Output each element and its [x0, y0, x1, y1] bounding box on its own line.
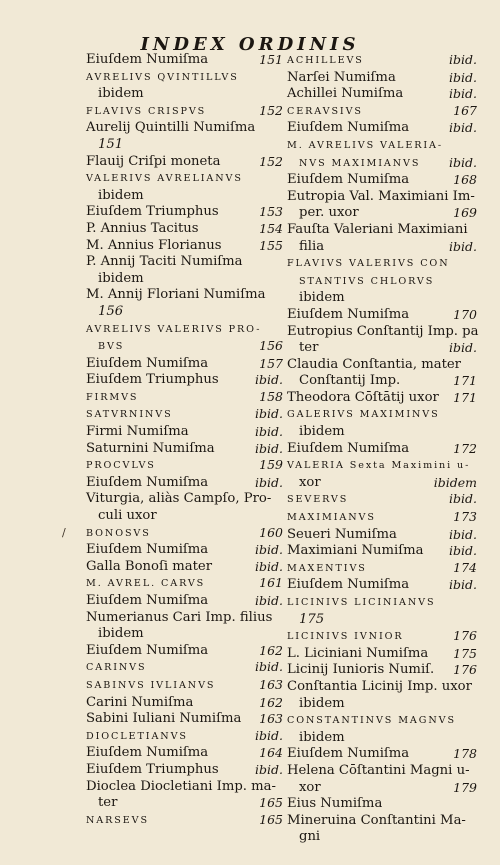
index-entry: [287, 273, 477, 291]
index-entry: [287, 679, 477, 696]
entry-page-number: 156: [259, 338, 283, 354]
index-entry: [287, 222, 477, 239]
index-entry: [287, 829, 477, 846]
entry-page-number: 152: [259, 153, 283, 169]
entry-page-number: ibid.: [255, 761, 283, 777]
index-entry: [287, 52, 477, 70]
entry-text: Eiuſdem Numiſma: [86, 52, 209, 67]
index-entry: [287, 103, 477, 121]
entry-text: 156: [98, 303, 124, 319]
entry-page-number: 175: [453, 645, 477, 661]
index-entry: [287, 594, 477, 612]
entry-page-number: 162: [259, 694, 283, 710]
entry-text: GALERIVS MAXIMINVS: [287, 409, 440, 421]
index-entry: [86, 610, 283, 627]
entry-text: M. AVRELIVS VALERIA-: [287, 139, 444, 151]
index-entry: [287, 340, 477, 357]
index-entry: [86, 711, 283, 728]
index-entry: [287, 662, 477, 679]
entry-text: Numerianus Cari Imp. filius: [86, 609, 273, 625]
entry-text: Claudia Conſtantia, mater: [287, 356, 461, 372]
entry-text: SATVRNINVS: [86, 409, 173, 421]
entry-text: Eiuſdem Triumphus: [86, 372, 219, 388]
entry-text: Eiuſdem Numiſma: [86, 542, 209, 558]
index-entry: [86, 795, 283, 812]
entry-page-number: ibid.: [449, 543, 477, 559]
entry-page-number: 161: [259, 575, 283, 591]
index-entry: [86, 695, 283, 712]
index-entry: [287, 475, 477, 492]
index-entry: [86, 728, 283, 746]
entry-text: NARSEVS: [86, 814, 149, 826]
index-entry: [86, 188, 283, 205]
index-entry: [287, 307, 477, 324]
entry-page-number: ibid.: [449, 154, 477, 170]
index-entry: [86, 406, 283, 424]
entry-text: Dioclea Diocletiani Imp. ma-: [86, 778, 276, 794]
entry-page-number: ibid.: [255, 542, 283, 558]
index-entry: [86, 559, 283, 576]
entry-page-number: 171: [453, 373, 477, 389]
index-entry: [86, 457, 283, 475]
index-column-left: [62, 52, 283, 829]
entry-text: Sabini Iuliani Numiſma: [86, 711, 242, 727]
entry-text: DIOCLETIANVS: [86, 730, 188, 742]
entry-text: 151: [98, 136, 124, 152]
entry-text: L. Liciniani Numiſma: [287, 645, 429, 661]
index-entry: [86, 475, 283, 492]
entry-text: PROCVLVS: [86, 460, 156, 472]
entry-text: LICINIVS LICINIANVS: [287, 597, 436, 608]
entry-text: per. uxor: [299, 205, 359, 221]
entry-page-number: ibid.: [449, 491, 477, 507]
entry-text: ibidem: [299, 424, 345, 440]
index-entry: [287, 457, 477, 475]
entry-page-number: 153: [259, 204, 283, 220]
entry-text: Licinij Iunioris Numiſ.: [287, 662, 435, 678]
entry-text: ibidem: [299, 729, 345, 745]
index-column-right: [287, 52, 477, 846]
entry-text: ibidem: [98, 626, 144, 642]
entry-text: Eiuſdem Numiſma: [287, 120, 410, 136]
index-entry: [287, 696, 477, 713]
entry-text: MAXENTIVS: [287, 562, 367, 574]
entry-page-number: 163: [259, 676, 283, 692]
index-entry: [62, 524, 283, 543]
entry-page-number: ibidem: [433, 474, 477, 490]
entry-page-number: ibid.: [449, 120, 477, 136]
entry-text: Conſtantia Licinij Imp. uxor: [287, 678, 472, 694]
index-entry: [86, 154, 283, 171]
entry-text: VALERIVS AVRELIANVS: [86, 173, 243, 185]
entry-text: M. Annius Florianus: [86, 237, 222, 253]
entry-page-number: 162: [259, 642, 283, 658]
entry-text: Mineruina Conſtantini Ma-: [287, 812, 466, 828]
entry-page-number: ibid.: [449, 577, 477, 593]
entry-text: culi uxor: [98, 508, 157, 524]
entry-page-number: ibid.: [449, 52, 477, 67]
entry-text: Fauſta Valeriani Maximiani: [287, 221, 468, 237]
index-entry: [86, 137, 283, 154]
index-entry: [86, 86, 283, 103]
index-entry: [86, 745, 283, 762]
entry-page-number: 164: [259, 745, 283, 761]
index-entry: [287, 509, 477, 527]
entry-text: Seueri Numiſma: [287, 526, 397, 542]
entry-text: Flauij Criſpi moneta: [86, 153, 221, 169]
index-entry: [287, 239, 477, 256]
entry-page-number: 160: [259, 524, 283, 540]
entry-page-number: ibid.: [449, 86, 477, 102]
entry-page-number: ibid.: [255, 406, 283, 422]
entry-text: gni: [299, 829, 321, 845]
entry-page-number: 167: [453, 102, 477, 118]
entry-text: Aurelij Quintilli Numiſma: [86, 120, 256, 136]
index-entry: [287, 712, 477, 730]
entry-text: LICINIVS IVNIOR: [287, 631, 404, 643]
entry-page-number: ibid.: [255, 424, 283, 440]
index-entry: [86, 321, 283, 339]
index-entry: [86, 254, 283, 271]
index-entry: [86, 271, 283, 288]
index-entry: [287, 628, 477, 646]
index-entry: [86, 812, 283, 830]
index-entry: [287, 763, 477, 780]
entry-page-number: 165: [259, 811, 283, 827]
entry-text: AVRELIVS VALERIVS PRO-: [86, 323, 262, 335]
index-entry: [287, 373, 477, 390]
index-entry: [287, 780, 477, 797]
index-entry: [86, 304, 283, 321]
entry-text: STANTIVS CHLORVS: [299, 275, 435, 287]
entry-page-number: 154: [259, 220, 283, 236]
index-entry: [86, 508, 283, 525]
entry-page-number: ibid.: [449, 340, 477, 356]
entry-page-number: 170: [453, 306, 477, 322]
index-entry: [287, 189, 477, 206]
entry-page-number: 174: [453, 559, 477, 575]
entry-text: Eutropia Val. Maximiani Im-: [287, 188, 475, 204]
page-header-title: INDEX ORDINIS: [140, 34, 360, 55]
entry-text: M. Annij Floriani Numiſma: [86, 287, 266, 303]
entry-page-number: 176: [453, 628, 477, 644]
index-entry: [86, 287, 283, 304]
index-entry: [86, 238, 283, 255]
index-entry: [86, 593, 283, 610]
entry-page-number: ibid.: [449, 526, 477, 542]
entry-text: Viturgia, aliàs Campſo, Pro-: [86, 491, 272, 507]
entry-text: Eius Numiſma: [287, 796, 383, 812]
entry-page-number: 169: [453, 205, 477, 221]
index-entry: [287, 155, 477, 173]
index-entry: [86, 677, 283, 695]
entry-text: CONSTANTINVS MAGNVS: [287, 715, 456, 727]
index-entry: [287, 390, 477, 407]
index-entry: [287, 730, 477, 747]
index-entry: [287, 527, 477, 544]
index-entry: [287, 577, 477, 594]
entry-text: ibidem: [98, 270, 144, 286]
entry-text: Saturnini Numiſma: [86, 440, 215, 456]
entry-text: NVS MAXIMIANVS: [299, 157, 421, 169]
entry-text: Eiuſdem Numiſma: [287, 746, 410, 762]
entry-page-number: 155: [259, 237, 283, 253]
entry-page-number: ibid.: [255, 593, 283, 608]
entry-text: SEVERVS: [287, 494, 349, 506]
entry-text: 175: [299, 611, 325, 627]
entry-text: CARINVS: [86, 662, 147, 674]
entry-text: Eiuſdem Numiſma: [86, 642, 209, 658]
index-entry: [287, 120, 477, 137]
entry-text: Conſtantij Imp.: [299, 373, 401, 389]
index-entry: [287, 357, 477, 374]
entry-text: Eiuſdem Numiſma: [86, 474, 209, 490]
index-entry: [287, 543, 477, 560]
index-entry: [86, 762, 283, 779]
entry-text: BVS: [98, 341, 125, 353]
entry-page-number: 163: [259, 711, 283, 727]
index-entry: [287, 406, 477, 424]
entry-text: Eiuſdem Numiſma: [287, 577, 410, 593]
entry-page-number: ibid.: [255, 474, 283, 490]
index-entry: [287, 86, 477, 103]
entry-text: Helena Cōſtantini Magni u-: [287, 762, 470, 778]
index-entry: [86, 626, 283, 643]
entry-text: ter: [299, 340, 319, 356]
index-entry: [86, 372, 283, 389]
index-entry: [86, 221, 283, 238]
entry-page-number: 168: [453, 172, 477, 188]
margin-mark: /: [62, 525, 66, 539]
entry-text: AVRELIVS QVINTILLVS: [86, 71, 239, 83]
entry-text: Narſei Numiſma: [287, 69, 396, 85]
index-entry: [287, 746, 477, 763]
entry-page-number: ibid.: [255, 727, 283, 743]
entry-text: P. Annius Tacitus: [86, 220, 199, 236]
index-entry: [86, 120, 283, 137]
entry-page-number: 171: [453, 389, 477, 405]
entry-text: Eiuſdem Numiſma: [86, 745, 209, 761]
index-entry: [287, 491, 477, 509]
entry-text: ibidem: [98, 86, 144, 102]
entry-text: Eiuſdem Numiſma: [86, 355, 209, 371]
entry-page-number: ibid.: [255, 558, 283, 574]
index-entry: [287, 137, 477, 155]
entry-text: Eiuſdem Triumphus: [86, 761, 219, 777]
index-entry: [287, 796, 477, 813]
index-entry: [86, 424, 283, 441]
entry-page-number: ibid.: [255, 440, 283, 456]
index-entry: [86, 575, 283, 593]
entry-page-number: 165: [259, 795, 283, 811]
entry-text: Maximiani Numiſma: [287, 543, 424, 559]
entry-page-number: ibid.: [449, 238, 477, 254]
index-entry: [287, 441, 477, 458]
index-entry: [287, 255, 477, 273]
entry-page-number: ibid.: [449, 69, 477, 85]
index-entry: [86, 779, 283, 796]
entry-text: Eiuſdem Triumphus: [86, 204, 219, 220]
entry-text: Carini Numiſma: [86, 694, 194, 710]
index-entry: [287, 612, 477, 629]
index-entry: [287, 424, 477, 441]
entry-text: filia: [299, 238, 325, 254]
entry-text: ACHILLEVS: [287, 55, 364, 66]
entry-page-number: 173: [453, 509, 477, 525]
entry-page-number: 151: [259, 52, 283, 67]
index-entry: [287, 205, 477, 222]
entry-page-number: ibid.: [255, 372, 283, 388]
index-entry: [287, 172, 477, 189]
entry-text: BONOSVS: [86, 527, 151, 539]
entry-text: ibidem: [299, 290, 345, 306]
index-entry: [287, 646, 477, 663]
entry-text: ter: [98, 795, 118, 811]
index-entry: [86, 659, 283, 677]
index-entry: [86, 542, 283, 559]
entry-text: xor: [299, 779, 321, 795]
entry-text: M. AVREL. CARVS: [86, 578, 206, 590]
index-entry: [287, 70, 477, 87]
index-entry: [287, 560, 477, 578]
entry-text: MAXIMIANVS: [287, 512, 376, 524]
entry-text: SABINVS IVLIANVS: [86, 679, 216, 691]
entry-text: Eiuſdem Numiſma: [287, 440, 410, 456]
index-entry: [86, 204, 283, 221]
entry-text: CERAVSIVS: [287, 105, 363, 117]
index-entry: [287, 290, 477, 307]
entry-text: Achillei Numiſma: [287, 86, 404, 102]
index-entry: [287, 324, 477, 341]
index-entry: [86, 356, 283, 373]
entry-text: xor: [299, 474, 321, 490]
entry-text: Eiuſdem Numiſma: [86, 593, 209, 608]
entry-text: P. Annij Taciti Numiſma: [86, 254, 243, 270]
entry-page-number: 158: [259, 388, 283, 404]
entry-text: ibidem: [299, 695, 345, 711]
entry-text: VALERIA Sexta Maximini u-: [287, 460, 471, 472]
index-entry: [86, 389, 283, 407]
entry-text: ibidem: [98, 187, 144, 203]
entry-page-number: ibid.: [255, 659, 283, 675]
index-entry: [86, 69, 283, 87]
entry-text: Eutropius Conſtantij Imp. pa: [287, 323, 479, 339]
index-entry: [86, 338, 283, 356]
entry-page-number: 179: [453, 779, 477, 795]
entry-page-number: 159: [259, 457, 283, 473]
entry-page-number: 172: [453, 440, 477, 456]
index-entry: [86, 52, 283, 69]
entry-text: Firmi Numiſma: [86, 424, 189, 440]
index-entry: [86, 441, 283, 458]
index-entry: [287, 813, 477, 830]
entry-text: FLAVIVS CRISPVS: [86, 105, 207, 117]
entry-text: Eiuſdem Numiſma: [287, 306, 410, 322]
entry-page-number: 152: [259, 102, 283, 118]
entry-text: Galla Bonoſi mater: [86, 558, 213, 574]
entry-text: Theodora Cōſtātij uxor: [287, 389, 439, 405]
index-entry: [86, 491, 283, 508]
entry-text: FLAVIVS VALERIVS CON: [287, 258, 450, 270]
entry-page-number: 157: [259, 355, 283, 371]
index-entry: [86, 103, 283, 121]
entry-text: FIRMVS: [86, 391, 139, 403]
entry-text: Eiuſdem Numiſma: [287, 172, 410, 188]
index-entry: [86, 170, 283, 188]
entry-page-number: 176: [453, 662, 477, 678]
index-entry: [86, 643, 283, 660]
entry-page-number: 178: [453, 746, 477, 762]
